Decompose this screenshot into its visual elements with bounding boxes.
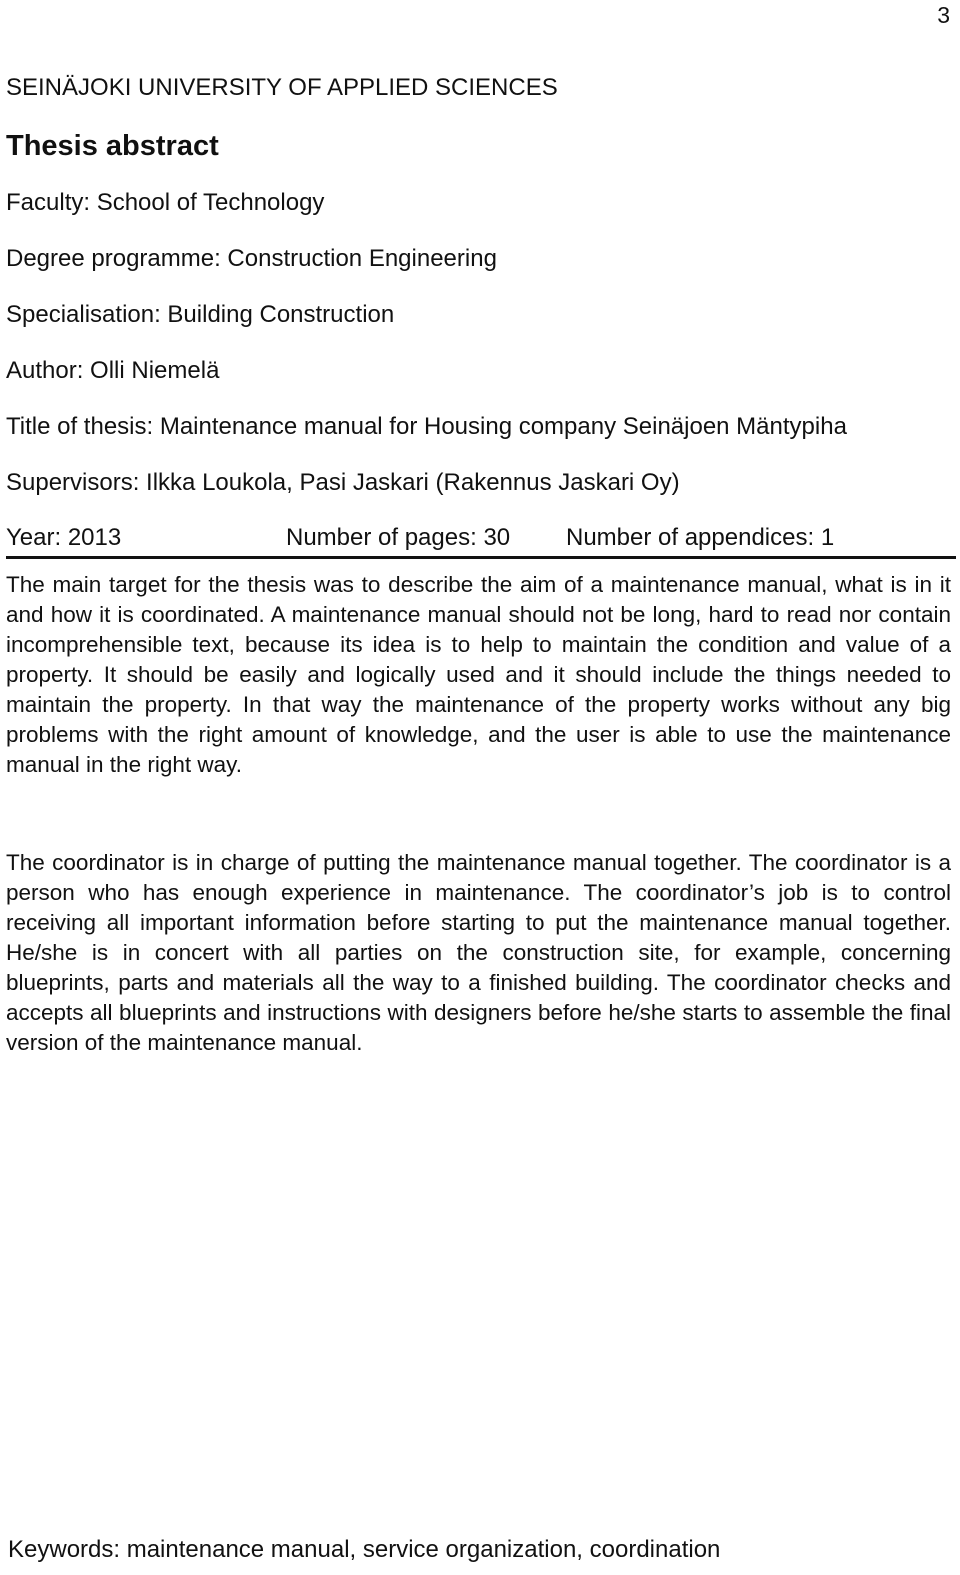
document-title: Thesis abstract <box>6 130 219 162</box>
thesis-title-line: Title of thesis: Maintenance manual for Housing company Seinäjoen Mäntypiha <box>6 413 847 440</box>
year-pages-row <box>6 524 954 558</box>
separator-rule <box>6 556 956 559</box>
specialisation-line: Specialisation: Building Construction <box>6 301 395 328</box>
appendices-field: Number of appendices: 1 <box>566 524 835 551</box>
faculty-line: Faculty: School of Technology <box>6 189 325 216</box>
author-line: Author: Olli Niemelä <box>6 357 220 384</box>
abstract-paragraph-2: The coordinator is in charge of putting the maintenance manual together. The coordinator is a person who has enough experience in maintenance. The coordinator’s job is to control receiving all important information before starting to put the maintenance manual together. He/she is in concert with all parties on the construction site, for example, concerning blueprints, parts and materials all the way to a finished building. The coordinator checks and accepts all blueprints and instructions with designers before he/she starts to assemble the final version of the maintenance manual. <box>6 850 951 1055</box>
keywords-line: Keywords: maintenance manual, service organization, coordination <box>8 1536 721 1563</box>
year-field: Year: 2013 <box>6 524 122 551</box>
degree-line: Degree programme: Construction Engineering <box>6 245 497 272</box>
supervisors-line: Supervisors: Ilkka Loukola, Pasi Jaskari (Rakennus Jaskari Oy) <box>6 469 680 496</box>
pages-field: Number of pages: 30 <box>286 524 511 551</box>
university-name: SEINÄJOKI UNIVERSITY OF APPLIED SCIENCES <box>6 74 558 101</box>
page-number: 3 <box>937 2 950 28</box>
abstract-paragraph-1: The main target for the thesis was to describe the aim of a maintenance manual, what is in it and how it is coordinated. A maintenance manual should not be long, hard to read nor contain incomprehensible text, because its idea is to help to maintain the condition and value of a property. It should be easily and logically used and it should include the things needed to maintain the property. In that way the maintenance of the property works without any big problems with the right amount of knowledge, and the user is able to use the maintenance manual in the right way. <box>6 572 951 777</box>
